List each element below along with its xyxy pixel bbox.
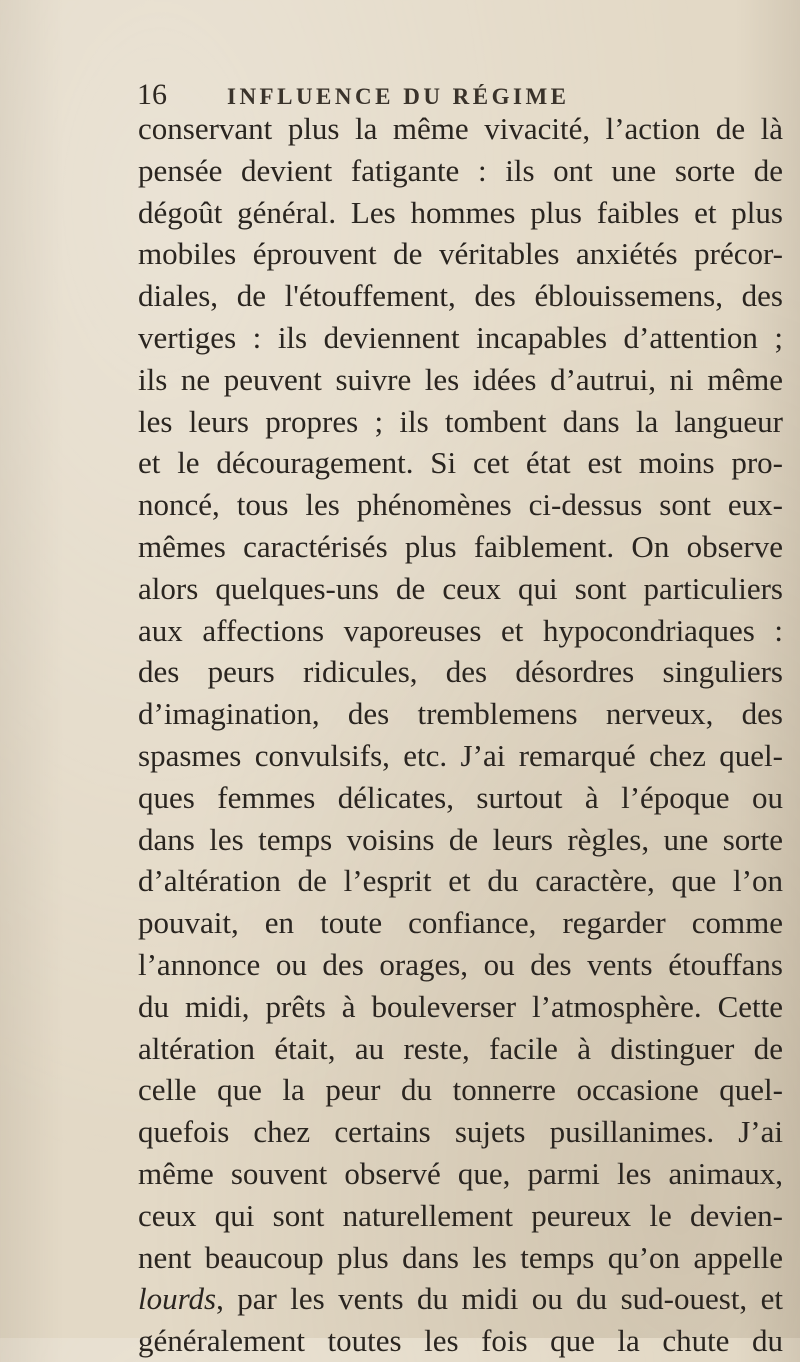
text-line: dégoût général. Les hommes plus faibles et plus [138,194,783,230]
text-line: quefois chez certains sujets pusillanimes. J’ai [138,1114,783,1150]
text-line: pensée devient fatigante : ils ont une sorte de [138,152,783,188]
text-line: spasmes convulsifs, etc. J’ai remarqué chez quel- [138,737,783,773]
text-line-rest: , par les vents du midi ou du sud-ouest, et [216,1281,783,1317]
italic-word: lourds [138,1281,217,1317]
text-line: d’imagination, des tremblemens nerveux, des [138,696,783,732]
text-line: diales, de l'étouffement, des éblouissemens, des [138,278,783,314]
text-line: pouvait, en toute confiance, regarder comme [138,905,783,941]
text-line: du midi, prêts à bouleverser l’atmosphère. Cette [138,988,783,1024]
text-line: même souvent observé que, parmi les animaux, [138,1155,783,1191]
text-line: celle que la peur du tonnerre occasione quel- [138,1072,783,1108]
text-line: mobiles éprouvent de véritables anxiétés précor- [138,236,783,272]
text-line: vertiges : ils deviennent incapables d’attention ; [138,319,783,355]
text-line: nent beaucoup plus dans les temps qu’on appelle [138,1239,783,1275]
text-line: mêmes caractérisés plus faiblement. On observe [138,528,783,564]
text-line: d’altération de l’esprit et du caractère, que l’on [138,863,783,899]
text-line: et le découragement. Si cet état est moins pro- [138,445,783,481]
running-title: INFLUENCE DU RÉGIME [227,84,570,109]
text-line: noncé, tous les phénomènes ci-dessus sont eux- [138,487,783,523]
text-line [138,1278,783,1320]
text-line: généralement toutes les fois que la chute du [138,1323,783,1359]
text-line: l’annonce ou des orages, ou des vents étouffans [138,946,783,982]
text-line: des peurs ridicules, des désordres singuliers [138,654,783,690]
text-line: conservant plus la même vivacité, l’action de là [138,111,783,146]
text-line: altération était, au reste, facile à distinguer de [138,1030,783,1066]
text-line: dans les temps voisins de leurs règles, une sorte [138,821,783,857]
body-text [138,108,798,1362]
text-line: ques femmes délicates, surtout à l’époque ou [138,779,783,815]
text-line: les leurs propres ; ils tombent dans la langueur [138,403,783,439]
text-line: ils ne peuvent suivre les idées d’autrui, ni même [138,361,783,397]
page-number: 16 [137,78,167,111]
text-line: aux affections vaporeuses et hypocondriaques : [138,612,783,648]
text-line: ceux qui sont naturellement peureux le devien- [138,1197,783,1233]
text-line: alors quelques-uns de ceux qui sont particuliers [138,570,783,606]
